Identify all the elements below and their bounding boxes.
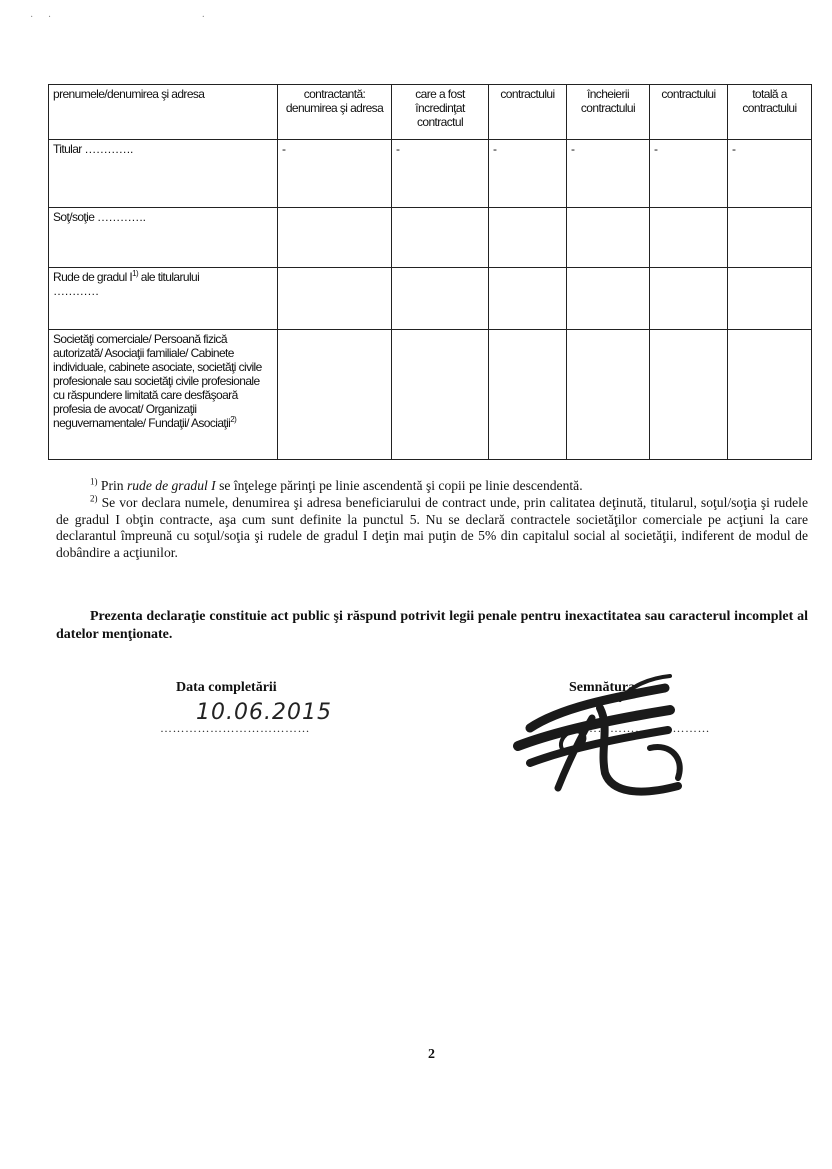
table-cell xyxy=(567,208,650,268)
table-cell xyxy=(392,208,489,268)
signature-dotted-line: ……………………………… xyxy=(560,721,710,735)
header-cell: care a fost încredinţat contractul xyxy=(392,85,489,140)
signature-label: Semnătura xyxy=(569,680,636,695)
table-cell xyxy=(650,268,728,330)
footnote-italic: rude de gradul I xyxy=(126,478,216,493)
row-label-companies xyxy=(49,330,278,460)
table-cell: - xyxy=(392,140,489,208)
row-label-spouse: Soţ/soţie …………. xyxy=(49,208,278,268)
table-cell xyxy=(650,208,728,268)
table-cell xyxy=(567,268,650,330)
row-label-text: Rude de gradul I xyxy=(53,270,133,284)
contracts-table xyxy=(48,84,812,460)
date-handwritten-value: 10.06.2015 xyxy=(196,700,332,725)
scan-specks: · · · xyxy=(30,12,211,23)
table-cell xyxy=(392,268,489,330)
footnote-text: Se vor declara numele, denumirea şi adresa beneficiarului de contract unde, prin calitatea deţinută, titularul, soţul/soţia şi rudele de gradul I obţin contracte, aşa cum sunt definite la punctul 5. Nu se declară contractele societăţilor comerciale pe acţiuni la care declarantul împreună cu soţul/soţia şi rudele de gradul I deţin mai puţin de 5% din capitalul social al societăţii, indiferent de modul de dobândire a acţiunilor. xyxy=(56,494,808,561)
footnote-marker: 2) xyxy=(230,415,237,424)
row-label-tail: ale titularului xyxy=(138,270,200,284)
header-cell: contractantă: denumirea şi adresa xyxy=(278,85,392,140)
table-cell xyxy=(489,208,567,268)
row-label-text: Societăţi comerciale/ Persoană fizică autorizată/ Asociaţii familiale/ Cabinete individuale, cabinete asociate, societăţi civile profesionale sau societăţi civile profesionale cu răspundere limitată care desfăşoară profesia de avocat/ Organizaţii neguvernamentale/ Fundaţii/ Asociaţii xyxy=(53,332,262,430)
date-dotted-line: ……………………………… xyxy=(160,721,310,735)
table-cell xyxy=(489,268,567,330)
table-cell: - xyxy=(567,140,650,208)
handwritten-signature xyxy=(500,668,700,808)
legal-statement: Prezenta declaraţie constituie act public şi răspund potrivit legii penale pentru inexactitatea sau caracterul incomplet al datelor menţionate. xyxy=(56,609,808,642)
footnote-marker: 1) xyxy=(132,269,139,278)
header-cell: totală a contractului xyxy=(728,85,812,140)
row-label-relatives xyxy=(49,268,278,330)
row-label-dots: ………… xyxy=(53,284,99,298)
table-cell xyxy=(489,330,567,460)
table-cell xyxy=(392,330,489,460)
table-cell xyxy=(278,208,392,268)
table-row xyxy=(49,268,812,330)
footnote-text: se înţelege părinţi pe linie ascendentă şi copii pe linie descendentă. xyxy=(215,478,583,493)
footnote-marker: 2) xyxy=(90,493,98,504)
table-cell xyxy=(728,208,812,268)
page-number: 2 xyxy=(428,1047,435,1062)
table-cell xyxy=(728,330,812,460)
footnote-2 xyxy=(56,495,808,562)
date-label: Data completării xyxy=(176,680,277,695)
table-row xyxy=(49,208,812,268)
header-cell: contractului xyxy=(489,85,567,140)
table-cell: - xyxy=(489,140,567,208)
table-cell xyxy=(278,330,392,460)
table-cell xyxy=(567,330,650,460)
table-cell: - xyxy=(728,140,812,208)
footnote-marker: 1) xyxy=(90,476,98,487)
footnotes xyxy=(56,478,808,562)
table-cell xyxy=(728,268,812,330)
header-cell: contractului xyxy=(650,85,728,140)
row-label-titular: Titular …………. xyxy=(49,140,278,208)
table-cell xyxy=(278,268,392,330)
table-row xyxy=(49,330,812,460)
table-header-row xyxy=(49,85,812,140)
table-row xyxy=(49,140,812,208)
table-cell: - xyxy=(278,140,392,208)
footnote-1 xyxy=(56,478,808,495)
table-cell xyxy=(650,330,728,460)
header-cell: încheierii contractului xyxy=(567,85,650,140)
header-cell: prenumele/denumirea şi adresa xyxy=(49,85,278,140)
footnote-text: Prin xyxy=(100,478,127,493)
table-cell: - xyxy=(650,140,728,208)
